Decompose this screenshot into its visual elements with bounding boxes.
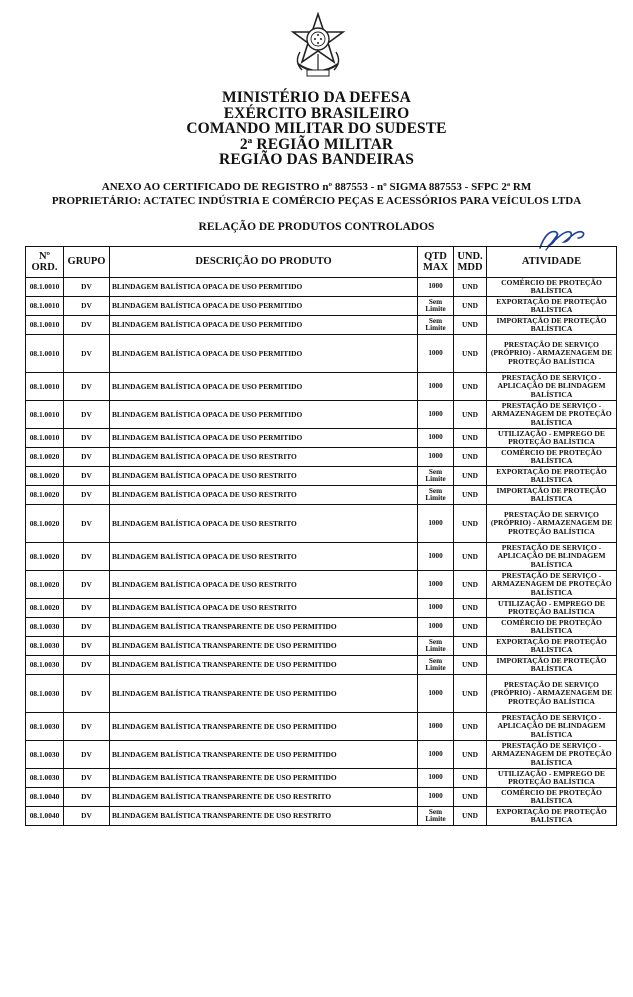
- row-order-cell: 08.1.0020: [26, 467, 64, 486]
- row-activity-cell: UTILIZAÇÃO - EMPREGO DE PROTEÇÃO BALÍSTICA: [487, 599, 617, 618]
- table-row: [26, 505, 617, 543]
- table-row: [26, 401, 617, 429]
- row-activity-cell: IMPORTAÇÃO DE PROTEÇÃO BALÍSTICA: [487, 316, 617, 335]
- annex-certificate-line: ANEXO AO CERTIFICADO DE REGISTRO nº 887553 - nº SIGMA 887553 - SFPC 2ª RM: [101, 181, 532, 193]
- row-quantity-cell: Sem Limite: [418, 637, 454, 656]
- row-order-cell: 08.1.0020: [26, 571, 64, 599]
- row-group-cell: DV: [64, 807, 110, 826]
- row-description-cell: BLINDAGEM BALÍSTICA OPACA DE USO PERMITIDO: [110, 278, 418, 297]
- row-description-cell: BLINDAGEM BALÍSTICA TRANSPARENTE DE USO RESTRITO: [110, 807, 418, 826]
- row-group-cell: DV: [64, 505, 110, 543]
- row-activity-cell: COMÉRCIO DE PROTEÇÃO BALÍSTICA: [487, 788, 617, 807]
- row-group-cell: DV: [64, 448, 110, 467]
- row-group-cell: DV: [64, 335, 110, 373]
- row-group-cell: DV: [64, 373, 110, 401]
- row-quantity-cell: 1000: [418, 599, 454, 618]
- row-unit-cell: UND: [454, 373, 487, 401]
- row-activity-cell: UTILIZAÇÃO - EMPREGO DE PROTEÇÃO BALÍSTICA: [487, 429, 617, 448]
- row-description-cell: BLINDAGEM BALÍSTICA TRANSPARENTE DE USO RESTRITO: [110, 788, 418, 807]
- row-quantity-cell: Sem Limite: [418, 656, 454, 675]
- row-order-cell: 08.1.0010: [26, 297, 64, 316]
- row-quantity-cell: 1000: [418, 401, 454, 429]
- row-quantity-cell: 1000: [418, 675, 454, 713]
- header-line-ministry: MINISTÉRIO DA DEFESA: [222, 89, 411, 106]
- row-description-cell: BLINDAGEM BALÍSTICA TRANSPARENTE DE USO PERMITIDO: [110, 675, 418, 713]
- col-header-und: UND. MDD: [454, 247, 487, 278]
- row-unit-cell: UND: [454, 599, 487, 618]
- header-line-command: COMANDO MILITAR DO SUDESTE: [186, 120, 447, 137]
- row-group-cell: DV: [64, 486, 110, 505]
- letterhead: [0, 90, 633, 168]
- row-unit-cell: UND: [454, 335, 487, 373]
- table-header-row: [26, 247, 617, 278]
- row-order-cell: 08.1.0030: [26, 637, 64, 656]
- row-order-cell: 08.1.0010: [26, 373, 64, 401]
- row-order-cell: 08.1.0010: [26, 316, 64, 335]
- row-order-cell: 08.1.0010: [26, 278, 64, 297]
- row-group-cell: DV: [64, 599, 110, 618]
- row-activity-cell: PRESTAÇÃO DE SERVIÇO - APLICAÇÃO DE BLINDAGEM BALÍSTICA: [487, 713, 617, 741]
- row-group-cell: DV: [64, 278, 110, 297]
- row-description-cell: BLINDAGEM BALÍSTICA TRANSPARENTE DE USO PERMITIDO: [110, 741, 418, 769]
- row-description-cell: BLINDAGEM BALÍSTICA OPACA DE USO RESTRITO: [110, 505, 418, 543]
- row-quantity-cell: 1000: [418, 505, 454, 543]
- row-order-cell: 08.1.0020: [26, 599, 64, 618]
- annex-owner-line: PROPRIETÁRIO: ACTATEC INDÚSTRIA E COMÉRCIO PEÇAS E ACESSÓRIOS PARA VEÍCULOS LTDA: [51, 195, 582, 207]
- row-group-cell: DV: [64, 618, 110, 637]
- row-order-cell: 08.1.0010: [26, 429, 64, 448]
- row-group-cell: DV: [64, 467, 110, 486]
- row-unit-cell: UND: [454, 467, 487, 486]
- row-group-cell: DV: [64, 429, 110, 448]
- table-row: [26, 486, 617, 505]
- row-order-cell: 08.1.0030: [26, 769, 64, 788]
- row-unit-cell: UND: [454, 769, 487, 788]
- row-unit-cell: UND: [454, 401, 487, 429]
- row-description-cell: BLINDAGEM BALÍSTICA OPACA DE USO RESTRITO: [110, 571, 418, 599]
- row-activity-cell: EXPORTAÇÃO DE PROTEÇÃO BALÍSTICA: [487, 467, 617, 486]
- table-row: [26, 571, 617, 599]
- row-description-cell: BLINDAGEM BALÍSTICA TRANSPARENTE DE USO PERMITIDO: [110, 713, 418, 741]
- row-group-cell: DV: [64, 656, 110, 675]
- table-row: [26, 656, 617, 675]
- row-activity-cell: IMPORTAÇÃO DE PROTEÇÃO BALÍSTICA: [487, 486, 617, 505]
- row-quantity-cell: 1000: [418, 543, 454, 571]
- table-row: [26, 335, 617, 373]
- table-row: [26, 429, 617, 448]
- row-unit-cell: UND: [454, 675, 487, 713]
- row-quantity-cell: Sem Limite: [418, 467, 454, 486]
- row-activity-cell: EXPORTAÇÃO DE PROTEÇÃO BALÍSTICA: [487, 807, 617, 826]
- row-order-cell: 08.1.0030: [26, 656, 64, 675]
- row-order-cell: 08.1.0030: [26, 675, 64, 713]
- row-order-cell: 08.1.0020: [26, 486, 64, 505]
- row-activity-cell: UTILIZAÇÃO - EMPREGO DE PROTEÇÃO BALÍSTICA: [487, 769, 617, 788]
- row-order-cell: 08.1.0020: [26, 448, 64, 467]
- row-activity-cell: PRESTAÇÃO DE SERVIÇO (PRÓPRIO) - ARMAZENAGEM DE PROTEÇÃO BALÍSTICA: [487, 335, 617, 373]
- row-description-cell: BLINDAGEM BALÍSTICA TRANSPARENTE DE USO PERMITIDO: [110, 618, 418, 637]
- table-row: [26, 467, 617, 486]
- row-description-cell: BLINDAGEM BALÍSTICA OPACA DE USO RESTRITO: [110, 599, 418, 618]
- row-order-cell: 08.1.0040: [26, 807, 64, 826]
- row-description-cell: BLINDAGEM BALÍSTICA TRANSPARENTE DE USO PERMITIDO: [110, 656, 418, 675]
- row-group-cell: DV: [64, 316, 110, 335]
- row-description-cell: BLINDAGEM BALÍSTICA OPACA DE USO PERMITIDO: [110, 297, 418, 316]
- row-order-cell: 08.1.0030: [26, 713, 64, 741]
- table-row: [26, 788, 617, 807]
- row-activity-cell: PRESTAÇÃO DE SERVIÇO - APLICAÇÃO DE BLINDAGEM BALÍSTICA: [487, 543, 617, 571]
- col-header-descricao: DESCRIÇÃO DO PRODUTO: [110, 247, 418, 278]
- table-row: [26, 373, 617, 401]
- table-row: [26, 297, 617, 316]
- row-activity-cell: PRESTAÇÃO DE SERVIÇO - APLICAÇÃO DE BLINDAGEM BALÍSTICA: [487, 373, 617, 401]
- row-quantity-cell: Sem Limite: [418, 807, 454, 826]
- row-unit-cell: UND: [454, 505, 487, 543]
- row-group-cell: DV: [64, 713, 110, 741]
- row-order-cell: 08.1.0030: [26, 741, 64, 769]
- row-group-cell: DV: [64, 543, 110, 571]
- col-header-ord: Nº ORD.: [26, 247, 64, 278]
- row-quantity-cell: Sem Limite: [418, 486, 454, 505]
- row-unit-cell: UND: [454, 486, 487, 505]
- row-quantity-cell: 1000: [418, 618, 454, 637]
- row-quantity-cell: 1000: [418, 429, 454, 448]
- row-activity-cell: PRESTAÇÃO DE SERVIÇO - ARMAZENAGEM DE PROTEÇÃO BALÍSTICA: [487, 741, 617, 769]
- row-activity-cell: EXPORTAÇÃO DE PROTEÇÃO BALÍSTICA: [487, 637, 617, 656]
- header-line-region: 2ª REGIÃO MILITAR: [239, 135, 394, 153]
- coat-of-arms-icon: [290, 12, 346, 84]
- col-header-atividade: ATIVIDADE: [487, 247, 617, 278]
- table-row: [26, 543, 617, 571]
- section-title: RELAÇÃO DE PRODUTOS CONTROLADOS: [198, 221, 435, 233]
- row-group-cell: DV: [64, 571, 110, 599]
- row-description-cell: BLINDAGEM BALÍSTICA OPACA DE USO PERMITIDO: [110, 316, 418, 335]
- col-header-qtd: QTD MAX: [418, 247, 454, 278]
- row-activity-cell: IMPORTAÇÃO DE PROTEÇÃO BALÍSTICA: [487, 656, 617, 675]
- row-unit-cell: UND: [454, 429, 487, 448]
- row-description-cell: BLINDAGEM BALÍSTICA OPACA DE USO PERMITIDO: [110, 401, 418, 429]
- table-row: [26, 741, 617, 769]
- row-description-cell: BLINDAGEM BALÍSTICA OPACA DE USO RESTRITO: [110, 467, 418, 486]
- row-quantity-cell: 1000: [418, 741, 454, 769]
- row-quantity-cell: Sem Limite: [418, 316, 454, 335]
- row-quantity-cell: 1000: [418, 373, 454, 401]
- row-description-cell: BLINDAGEM BALÍSTICA TRANSPARENTE DE USO PERMITIDO: [110, 769, 418, 788]
- row-description-cell: BLINDAGEM BALÍSTICA OPACA DE USO PERMITIDO: [110, 429, 418, 448]
- annex-block: [0, 180, 633, 208]
- row-quantity-cell: 1000: [418, 571, 454, 599]
- row-group-cell: DV: [64, 788, 110, 807]
- col-header-grupo: GRUPO: [64, 247, 110, 278]
- row-unit-cell: UND: [454, 278, 487, 297]
- row-activity-cell: COMÉRCIO DE PROTEÇÃO BALÍSTICA: [487, 448, 617, 467]
- row-unit-cell: UND: [454, 618, 487, 637]
- table-row: [26, 637, 617, 656]
- header-line-army: EXÉRCITO BRASILEIRO: [223, 104, 410, 122]
- row-unit-cell: UND: [454, 713, 487, 741]
- row-unit-cell: UND: [454, 571, 487, 599]
- table-row: [26, 769, 617, 788]
- row-description-cell: BLINDAGEM BALÍSTICA OPACA DE USO PERMITIDO: [110, 335, 418, 373]
- row-activity-cell: PRESTAÇÃO DE SERVIÇO (PRÓPRIO) - ARMAZENAGEM DE PROTEÇÃO BALÍSTICA: [487, 675, 617, 713]
- row-quantity-cell: 1000: [418, 448, 454, 467]
- row-quantity-cell: 1000: [418, 335, 454, 373]
- row-unit-cell: UND: [454, 788, 487, 807]
- row-unit-cell: UND: [454, 656, 487, 675]
- row-description-cell: BLINDAGEM BALÍSTICA OPACA DE USO RESTRITO: [110, 448, 418, 467]
- header-line-region-name: REGIÃO DAS BANDEIRAS: [219, 151, 414, 168]
- row-order-cell: 08.1.0010: [26, 335, 64, 373]
- row-unit-cell: UND: [454, 448, 487, 467]
- row-activity-cell: EXPORTAÇÃO DE PROTEÇÃO BALÍSTICA: [487, 297, 617, 316]
- row-description-cell: BLINDAGEM BALÍSTICA OPACA DE USO RESTRITO: [110, 486, 418, 505]
- row-order-cell: 08.1.0020: [26, 505, 64, 543]
- row-quantity-cell: 1000: [418, 713, 454, 741]
- row-group-cell: DV: [64, 741, 110, 769]
- row-activity-cell: PRESTAÇÃO DE SERVIÇO - ARMAZENAGEM DE PROTEÇÃO BALÍSTICA: [487, 571, 617, 599]
- row-quantity-cell: Sem Limite: [418, 297, 454, 316]
- products-table: [25, 246, 617, 826]
- row-group-cell: DV: [64, 637, 110, 656]
- table-row: [26, 278, 617, 297]
- row-unit-cell: UND: [454, 807, 487, 826]
- row-order-cell: 08.1.0040: [26, 788, 64, 807]
- row-description-cell: BLINDAGEM BALÍSTICA OPACA DE USO RESTRITO: [110, 543, 418, 571]
- row-activity-cell: PRESTAÇÃO DE SERVIÇO - ARMAZENAGEM DE PROTEÇÃO BALÍSTICA: [487, 401, 617, 429]
- row-quantity-cell: 1000: [418, 278, 454, 297]
- table-row: [26, 713, 617, 741]
- row-unit-cell: UND: [454, 543, 487, 571]
- row-group-cell: DV: [64, 769, 110, 788]
- row-order-cell: 08.1.0010: [26, 401, 64, 429]
- row-activity-cell: COMÉRCIO DE PROTEÇÃO BALÍSTICA: [487, 278, 617, 297]
- row-description-cell: BLINDAGEM BALÍSTICA TRANSPARENTE DE USO PERMITIDO: [110, 637, 418, 656]
- table-row: [26, 448, 617, 467]
- table-row: [26, 807, 617, 826]
- table-row: [26, 675, 617, 713]
- table-row: [26, 618, 617, 637]
- table-row: [26, 599, 617, 618]
- row-quantity-cell: 1000: [418, 769, 454, 788]
- row-group-cell: DV: [64, 297, 110, 316]
- row-unit-cell: UND: [454, 741, 487, 769]
- row-unit-cell: UND: [454, 297, 487, 316]
- row-group-cell: DV: [64, 675, 110, 713]
- row-activity-cell: COMÉRCIO DE PROTEÇÃO BALÍSTICA: [487, 618, 617, 637]
- row-order-cell: 08.1.0020: [26, 543, 64, 571]
- row-description-cell: BLINDAGEM BALÍSTICA OPACA DE USO PERMITIDO: [110, 373, 418, 401]
- row-group-cell: DV: [64, 401, 110, 429]
- table-row: [26, 316, 617, 335]
- row-order-cell: 08.1.0030: [26, 618, 64, 637]
- row-unit-cell: UND: [454, 637, 487, 656]
- row-unit-cell: UND: [454, 316, 487, 335]
- row-activity-cell: PRESTAÇÃO DE SERVIÇO (PRÓPRIO) - ARMAZENAGEM DE PROTEÇÃO BALÍSTICA: [487, 505, 617, 543]
- row-quantity-cell: 1000: [418, 788, 454, 807]
